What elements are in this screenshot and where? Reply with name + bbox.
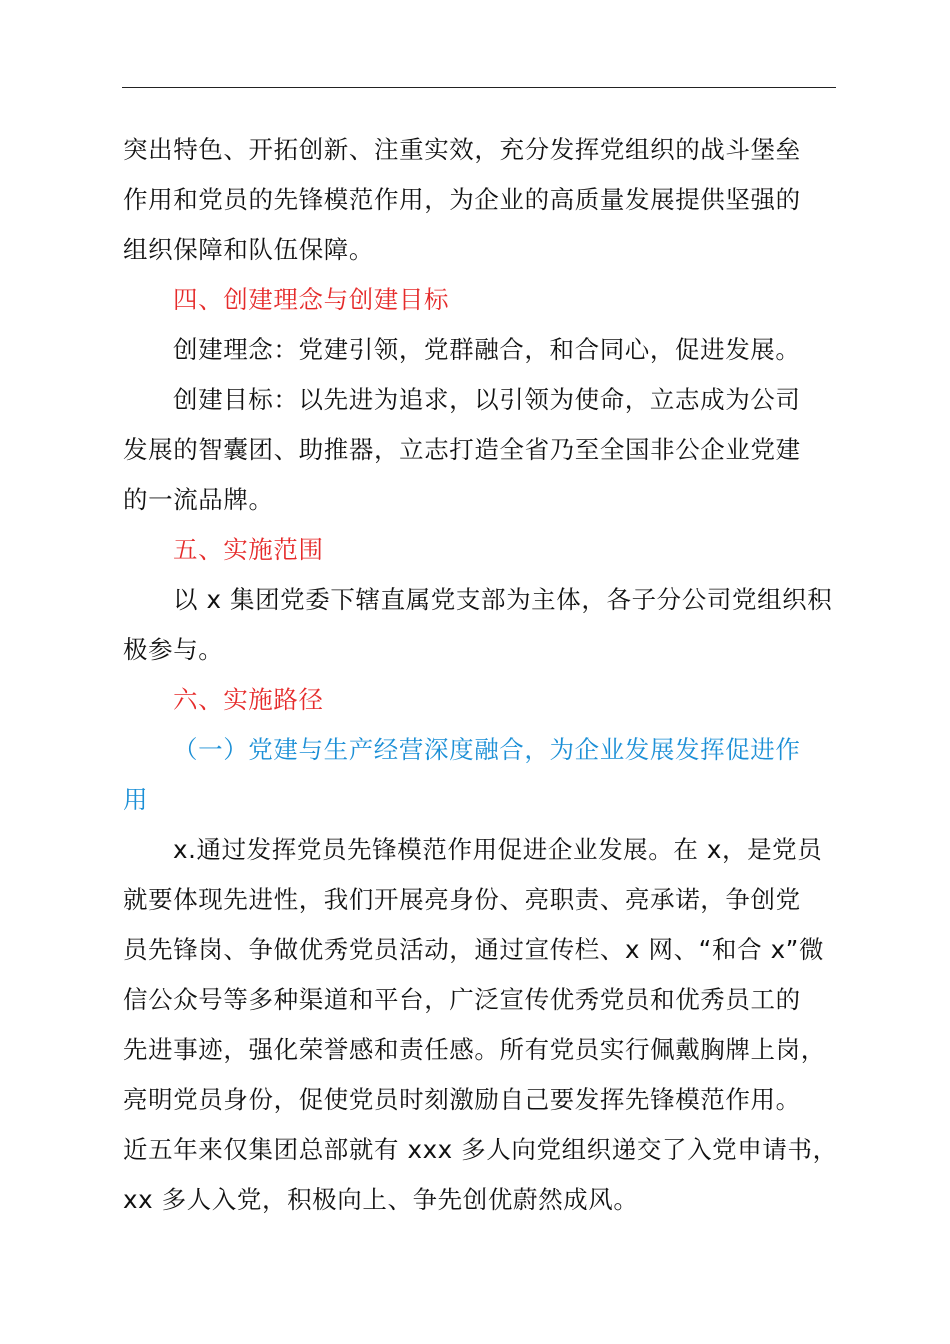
heading-text: 四、创建理念与创建目标 [173, 285, 450, 314]
text-line: 以 x 集团党委下辖直属党支部为主体，各子分公司党组织积 [173, 585, 833, 614]
text-line: 就要体现先进性，我们开展亮身份、亮职责、亮承诺，争创党 [123, 885, 801, 914]
text-line: xx 多人入党，积极向上、争先创优蔚然成风。 [123, 1185, 639, 1214]
section-heading-4 [123, 275, 838, 325]
body-paragraph [123, 125, 838, 275]
text-line: 突出特色、开拓创新、注重实效，充分发挥党组织的战斗堡垒 [123, 135, 801, 164]
heading-text: （一）党建与生产经营深度融合，为企业发展发挥促进作 [173, 735, 801, 764]
heading-text: 六、实施路径 [173, 685, 324, 714]
text-line: 的一流品牌。 [123, 485, 274, 514]
heading-text: 五、实施范围 [173, 535, 324, 564]
text-line: 创建理念：党建引领，党群融合，和合同心，促进发展。 [173, 335, 801, 364]
section-heading-5 [123, 525, 838, 575]
text-line: 先进事迹，强化荣誉感和责任感。所有党员实行佩戴胸牌上岗， [123, 1035, 826, 1064]
body-paragraph [123, 575, 838, 675]
text-line: 信公众号等多种渠道和平台，广泛宣传优秀党员和优秀员工的 [123, 985, 801, 1014]
body-paragraph [123, 825, 838, 1225]
text-line: x.通过发挥党员先锋模范作用促进企业发展。在 x，是党员 [173, 835, 823, 864]
subsection-heading-1 [123, 725, 838, 825]
text-line: 极参与。 [123, 635, 224, 664]
text-line: 组织保障和队伍保障。 [123, 235, 374, 264]
text-line: 亮明党员身份，促使党员时刻激励自己要发挥先锋模范作用。 [123, 1085, 801, 1114]
body-paragraph [123, 375, 838, 525]
header-rule [122, 87, 836, 88]
text-line: 创建目标：以先进为追求，以引领为使命，立志成为公司 [173, 385, 801, 414]
text-line: 员先锋岗、争做优秀党员活动，通过宣传栏、x 网、“和合 x”微 [123, 935, 825, 964]
section-heading-6 [123, 675, 838, 725]
document-body [123, 125, 838, 1225]
text-line: 近五年来仅集团总部就有 xxx 多人向党组织递交了入党申请书， [123, 1135, 838, 1164]
heading-text: 用 [123, 785, 149, 814]
text-line: 作用和党员的先锋模范作用，为企业的高质量发展提供坚强的 [123, 185, 801, 214]
text-line: 发展的智囊团、助推器，立志打造全省乃至全国非公企业党建 [123, 435, 801, 464]
body-paragraph [123, 325, 838, 375]
